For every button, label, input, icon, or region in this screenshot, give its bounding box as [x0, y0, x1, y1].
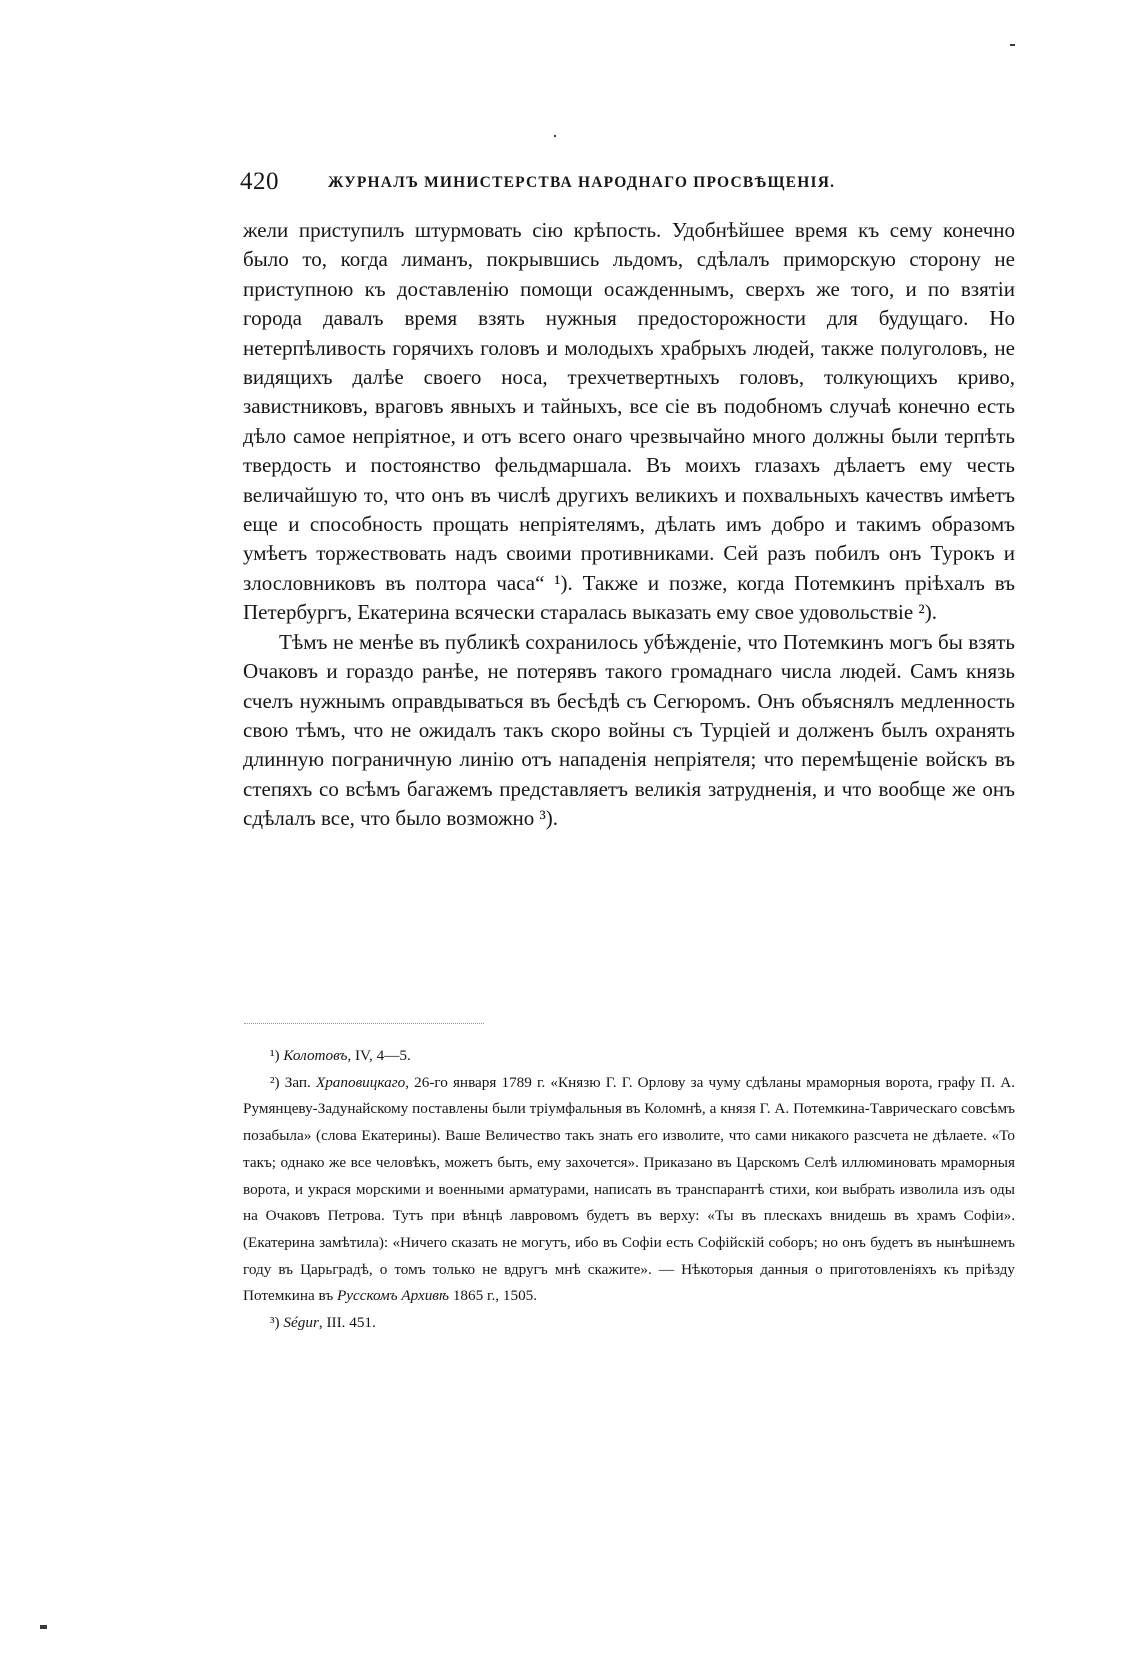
footnote-author: Ségur	[283, 1314, 319, 1332]
footnotes	[243, 1043, 1015, 1337]
footnote-text: , 26-го января 1789 г. «Князю Г. Г. Орлову за чуму сдѣланы мраморныя ворота, графу П. А. Румянцеву-Задунайскому поставлены были тріумфальныя въ Коломнѣ, а князя Г. А. Потемкина-Таврическаго совсѣмъ позабыла» (слова Екатерины). Ваше Величество такъ знать его изволите, что сами никакого разсчета не дѣлаете. «То такъ; однако же все человѣкъ, можетъ быть, ему захочется». Приказано въ Царскомъ Селѣ иллюминовать мраморныя ворота, и украся морскими и военными арматурами, написать въ транспарантѣ стихи, кои выбрать изволила изъ оды на Очаковъ Петрова. Тутъ при вѣнцѣ лавровомъ будетъ въ верху: «Ты въ плескахъ внидешь въ храмъ Софіи». (Екатерина замѣтила): «Ничего сказать не могутъ, ибо въ Софіи есть Софійскій соборъ; но онъ будетъ въ нынѣшнемъ году въ Царьградѣ, о томъ только не вдругъ мнѣ скажите». — Нѣкоторыя данныя о приготовленіяхъ къ пріѣзду Потемкина въ	[243, 1073, 1016, 1305]
footnote-3	[243, 1310, 1015, 1337]
footnote-source: Русскомъ Архивѣ	[336, 1287, 450, 1305]
footnote-separator	[244, 1023, 484, 1024]
scan-speck	[1010, 44, 1015, 46]
paragraph: жели приступилъ штурмовать сію крѣпость. Удобнѣйшее время къ сему конечно было то, когда лиманъ, покрывшись льдомъ, сдѣлалъ приморскую сторону не приступною къ доставленію помощи осажденнымъ, сверхъ же того, и по взятіи города давалъ время взять нужныя предосторожности для будущаго. Но нетерпѣливость горячихъ головъ и молодыхъ храбрыхъ людей, также полуголовъ, не видящихъ далѣе своего носа, трехчетвертныхъ головъ, толкующихъ криво, завистниковъ, враговъ явныхъ и тайныхъ, все сіе въ подобномъ случаѣ конечно есть дѣло самое непріятное, и отъ всего онаго чрезвычайно много должны были терпѣть твердость и постоянство фельдмаршала. Въ моихъ глазахъ дѣлаетъ ему честь величайшую то, что онъ въ числѣ другихъ великихъ и похвальныхъ качествъ имѣетъ еще и способность прощать непріятелямъ, дѣлать имъ добро и такимъ образомъ умѣетъ торжествовать надъ своими противниками. Сей разъ побилъ онъ Турокъ и злословниковъ въ полтора часа“ ¹). Также и позже, когда Потемкинъ пріѣхалъ въ Петербургъ, Екатерина всячески старалась выказать ему свое удовольствіе ²).	[243, 218, 1015, 625]
footnote-text: , IV, 4—5.	[347, 1047, 411, 1064]
footnote-mark: ¹)	[270, 1047, 280, 1064]
paragraph: Тѣмъ не менѣе въ публикѣ сохранилось убѣжденіе, что Потемкинъ могъ бы взять Очаковъ и гораздо ранѣе, не потерявъ такого громаднаго числа людей. Самъ князь счелъ нужнымъ оправдываться въ бесѣдѣ съ Сегюромъ. Онъ объяснялъ медленность свою тѣмъ, что не ожидалъ такъ скоро войны съ Турціей и долженъ былъ охранять длинную пограничную линію отъ нападенія непріятеля; что перемѣщеніе войскъ въ степяхъ со всѣмъ багажемъ представляетъ великія затрудненія, и что вообще же онъ сдѣлалъ все, что было возможно ³).	[243, 629, 1015, 831]
footnote-text: , III. 451.	[318, 1314, 376, 1332]
scan-speck	[554, 135, 556, 137]
page-number: 420	[240, 168, 279, 195]
main-text	[243, 216, 1015, 834]
running-head: ЖУРНАЛЪ МИНИСТЕРСТВА НАРОДНАГО ПРОСВѢЩЕНІЯ.	[328, 174, 836, 191]
footnote-mark: ³)	[270, 1314, 280, 1332]
footnote-1	[243, 1043, 1015, 1070]
footnote-author: Колотовъ	[283, 1047, 348, 1064]
footnote-mark: ²) Зап.	[270, 1073, 311, 1091]
footnote-2	[243, 1070, 1015, 1310]
scan-speck	[40, 1625, 47, 1629]
page-header	[240, 168, 1032, 208]
footnote-author: Храповицкаго	[315, 1073, 406, 1091]
footnote-text: 1865 г., 1505.	[449, 1287, 538, 1305]
